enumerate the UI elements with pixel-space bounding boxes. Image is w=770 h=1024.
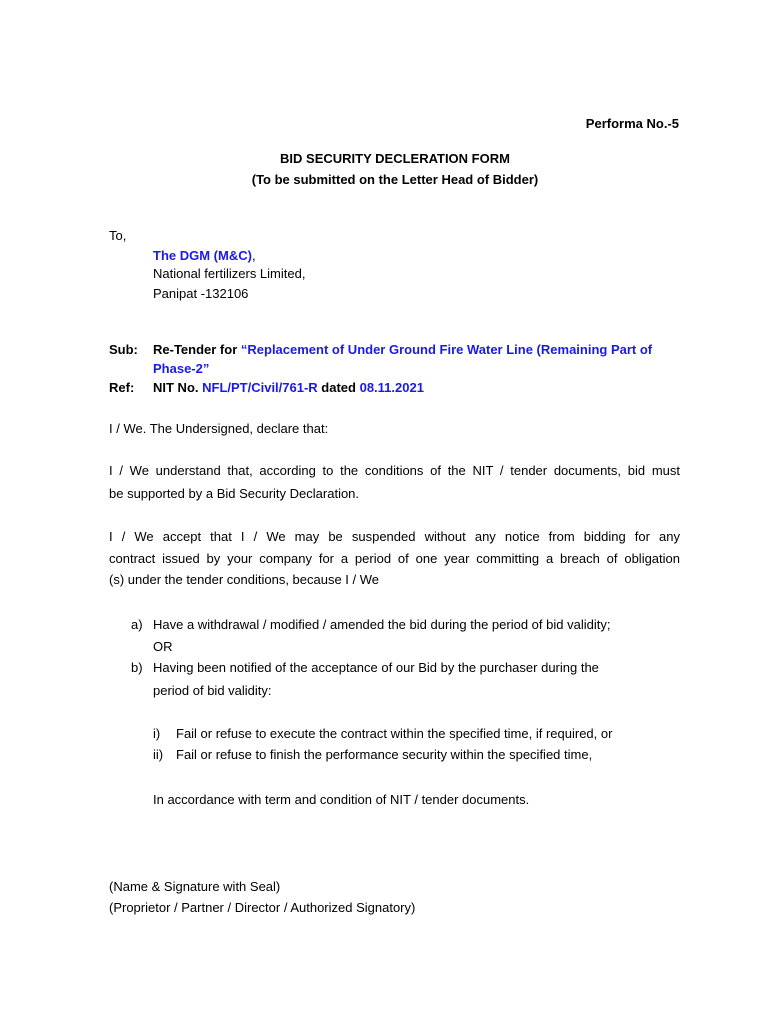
closing-statement: In accordance with term and condition of NIT / tender documents. xyxy=(153,792,530,807)
salutation: To, xyxy=(109,228,127,243)
list-item-b-line2: period of bid validity: xyxy=(153,683,272,698)
list-item-b-line1: Having been notified of the acceptance of our Bid by the purchaser during the xyxy=(153,660,599,675)
subject-title: “Replacement of Under Ground Fire Water Line (Remaining Part of xyxy=(240,342,653,357)
list-item-a: Have a withdrawal / modified / amended the bid during the period of bid validity; xyxy=(153,617,611,632)
sublist-marker-ii: ii) xyxy=(153,747,164,762)
declaration-intro: I / We. The Undersigned, declare that: xyxy=(109,421,329,436)
form-subtitle: (To be submitted on the Letter Head of Bidder) xyxy=(251,172,539,187)
paragraph-accept-line3: (s) under the tender conditions, because I / We xyxy=(109,572,380,587)
sublist-marker-i: i) xyxy=(153,726,161,741)
paragraph-understand-line2: be supported by a Bid Security Declaration. xyxy=(109,486,360,501)
list-marker-a: a) xyxy=(131,617,143,632)
nit-number: NFL/PT/Civil/761-R xyxy=(202,380,318,395)
dated-label: dated xyxy=(317,380,360,395)
nit-date: 08.11.2021 xyxy=(359,380,424,395)
list-marker-b: b) xyxy=(131,660,143,675)
sublist-item-ii: Fail or refuse to finish the performance security within the specified time, xyxy=(176,747,593,762)
paragraph-accept-line2: contract issued by your company for a period of one year committing a breach of obligation xyxy=(109,551,680,566)
sublist-item-i: Fail or refuse to execute the contract within the specified time, if required, or xyxy=(176,726,613,741)
nit-prefix: NIT No. xyxy=(153,380,203,395)
performa-number: Performa No.-5 xyxy=(585,116,679,131)
addressee-title: The DGM (M&C) xyxy=(153,248,252,263)
addressee-city: Panipat -132106 xyxy=(153,286,249,301)
addressee-organization: National fertilizers Limited, xyxy=(153,266,306,281)
signatory-designation: (Proprietor / Partner / Director / Authorized Signatory) xyxy=(109,900,416,915)
reference-line xyxy=(153,380,424,395)
subject-title-cont: Phase-2” xyxy=(153,361,210,376)
addressee-comma: , xyxy=(251,248,256,263)
paragraph-understand-line1: I / We understand that, according to the conditions of the NIT / tender documents, bid must xyxy=(109,463,680,478)
reference-label: Ref: xyxy=(109,380,135,395)
list-or: OR xyxy=(153,639,173,654)
form-title: BID SECURITY DECLERATION FORM xyxy=(280,151,510,166)
subject-line xyxy=(153,342,652,357)
subject-prefix: Re-Tender for xyxy=(153,342,241,357)
paragraph-accept-line1: I / We accept that I / We may be suspended without any notice from bidding for any xyxy=(109,529,680,544)
signature-line: (Name & Signature with Seal) xyxy=(109,879,281,894)
subject-label: Sub: xyxy=(109,342,138,357)
addressee-name xyxy=(153,248,256,263)
